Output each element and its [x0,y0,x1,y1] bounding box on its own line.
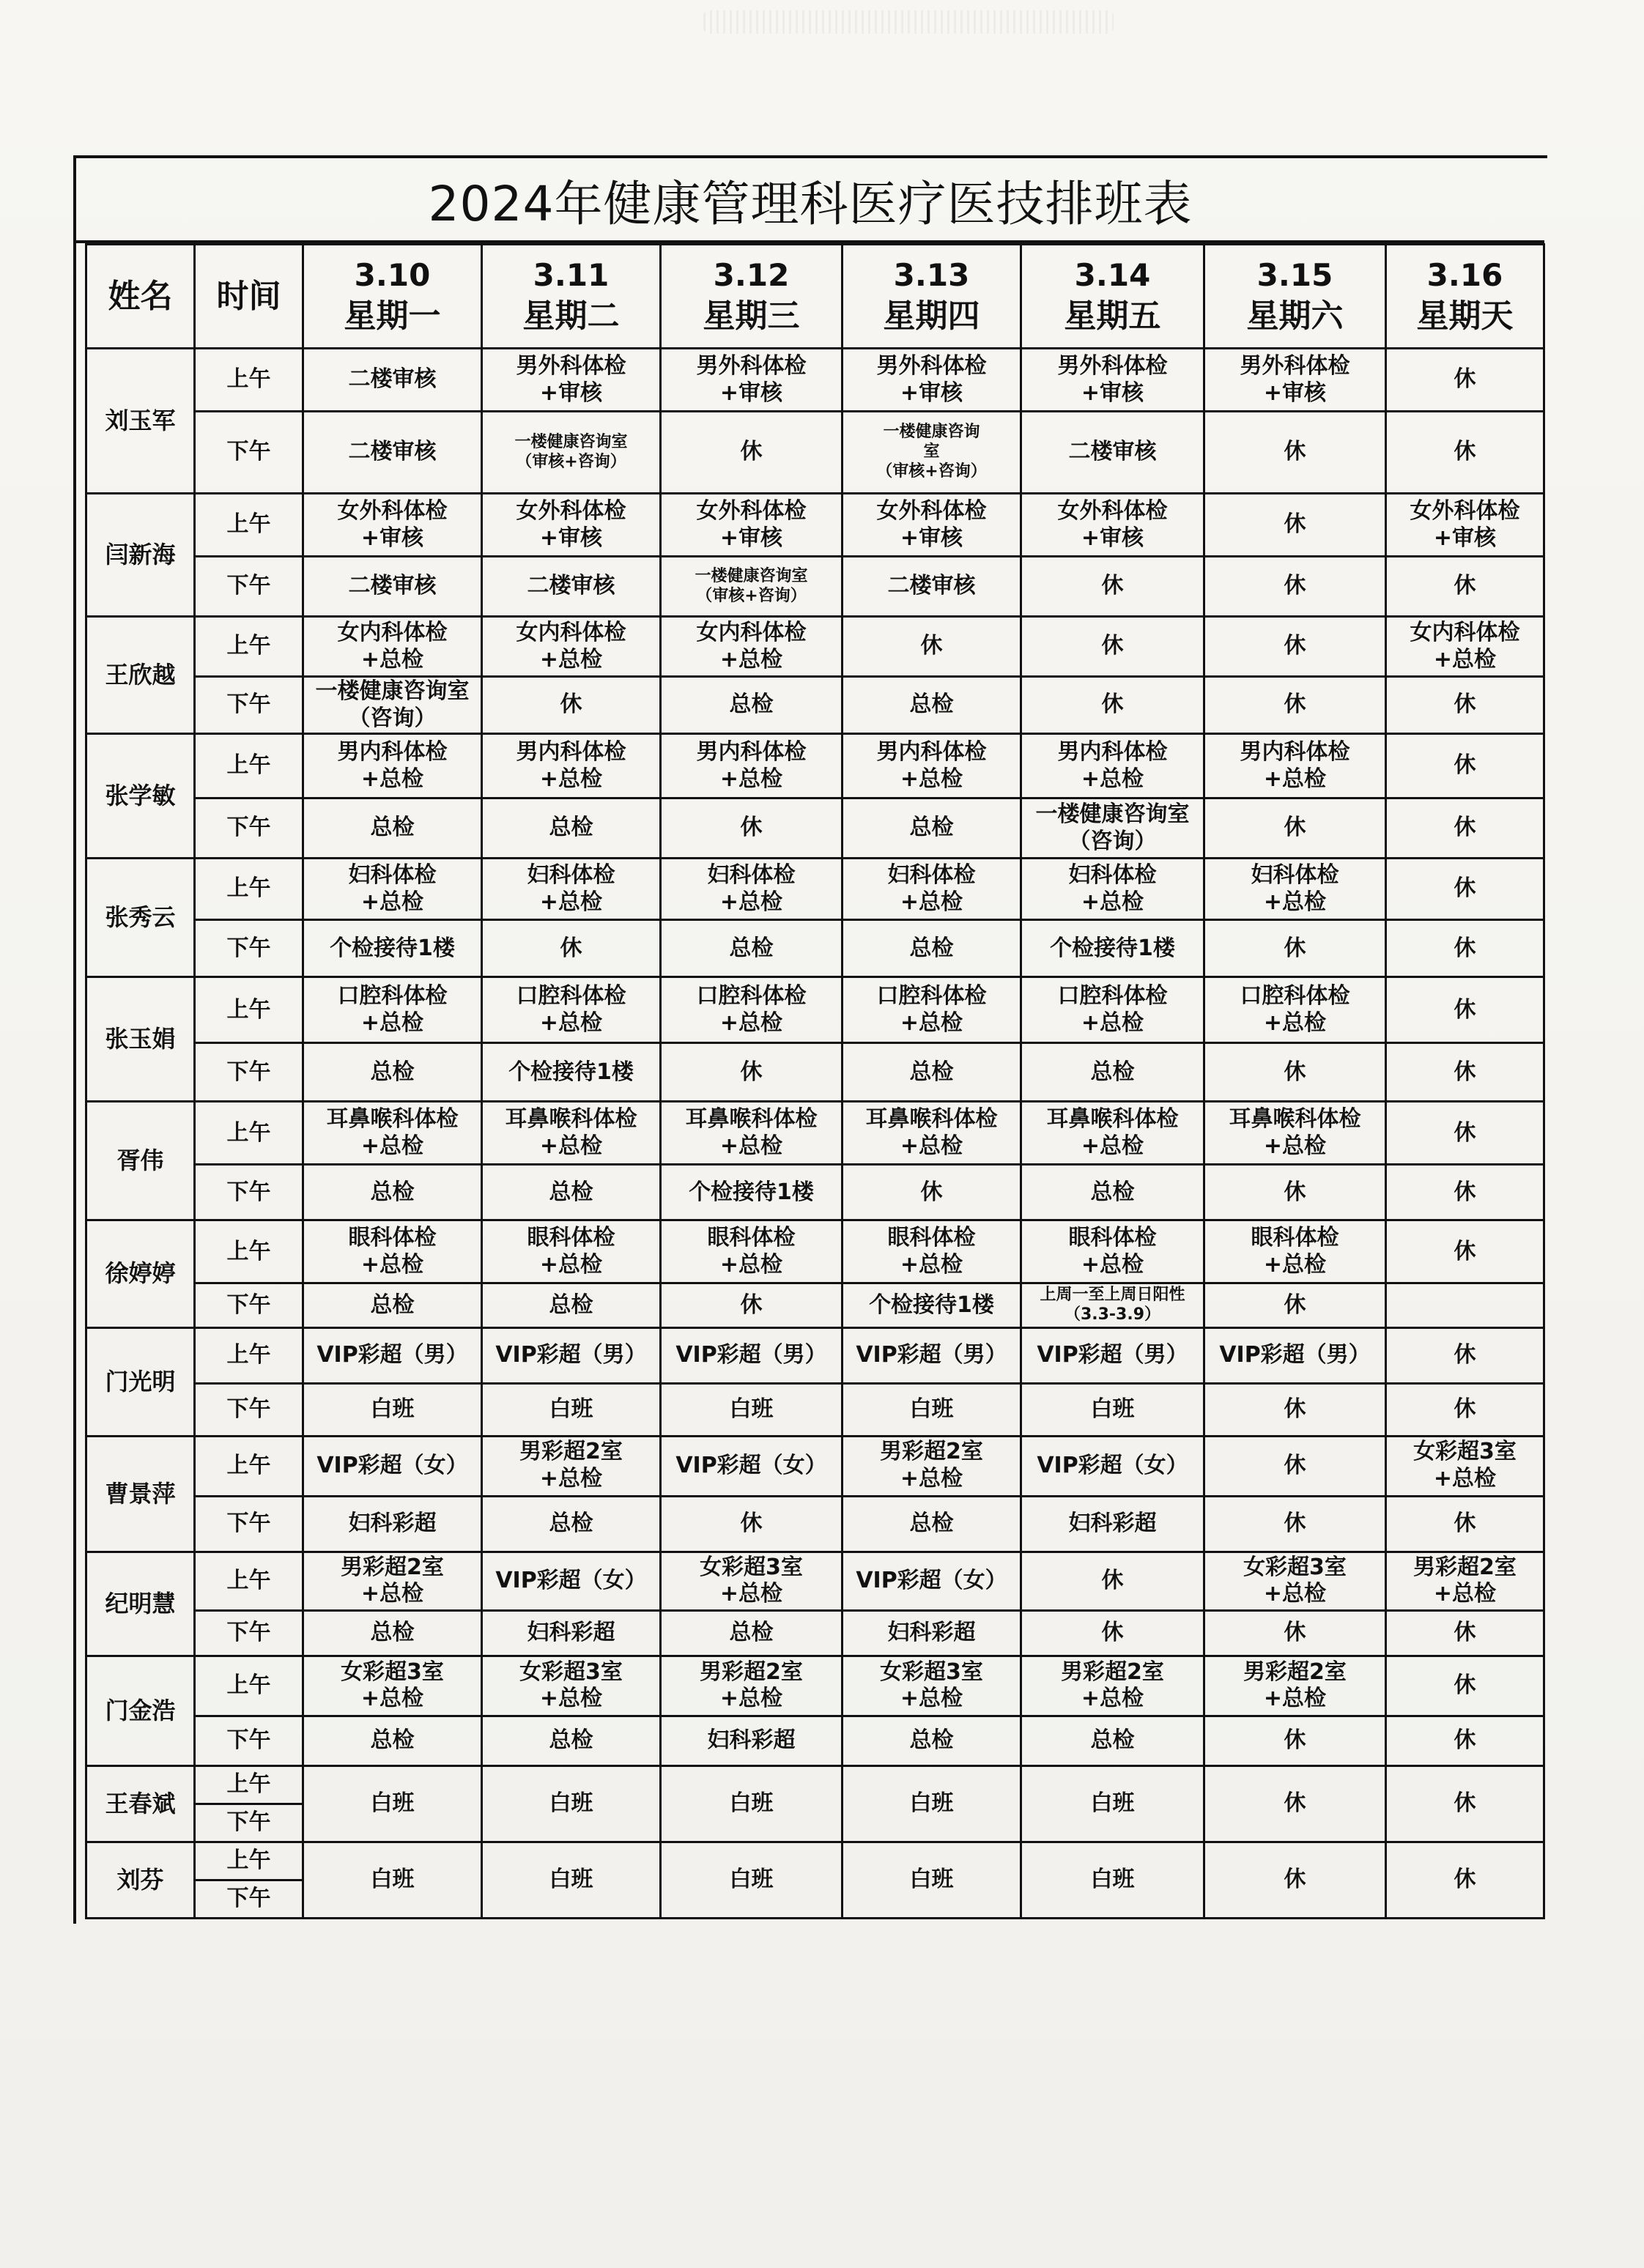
shift-cell-am: 眼科体检 +总检 [1204,1220,1386,1283]
shift-cell-am: 女外科体检 +审核 [843,494,1021,557]
period-pm: 下午 [195,1383,303,1436]
shift-cell: 休 [1386,1842,1544,1918]
shift-cell-am: 妇科体检 +总检 [303,859,482,920]
staff-name: 胥伟 [86,1102,195,1220]
header-row [86,245,1544,349]
shift-cell-pm: 总检 [303,1283,482,1327]
shift-cell-am: 男内科体检 +总检 [843,734,1021,798]
shift-cell-am: 男内科体检 +总检 [482,734,661,798]
shift-cell-pm: 总检 [661,920,843,977]
shift-cell-pm: 休 [661,1496,843,1552]
table-row [86,677,1544,734]
shift-cell-am: 男外科体检 +审核 [482,349,661,412]
period-am: 上午 [195,349,303,412]
shift-cell-am: VIP彩超（女） [661,1436,843,1496]
shift-cell-pm: 总检 [303,1043,482,1102]
shift-cell-pm: 妇科彩超 [843,1610,1021,1656]
shift-cell-pm: 休 [1204,798,1386,859]
header-day: 3.11 星期二 [482,245,661,349]
shift-cell-am: 男彩超2室 +总检 [1386,1552,1544,1610]
period-am: 上午 [195,1436,303,1496]
period-am: 上午 [195,734,303,798]
shift-cell-pm: 总检 [661,1610,843,1656]
shift-cell-am: 休 [1021,617,1204,677]
shift-cell-am: 男内科体检 +总检 [303,734,482,798]
shift-cell-pm: 休 [1204,1165,1386,1220]
shift-cell-pm: 总检 [482,1496,661,1552]
period-pm: 下午 [195,677,303,734]
header-day: 3.15 星期六 [1204,245,1386,349]
shift-cell: 白班 [482,1765,661,1842]
staff-name: 王春斌 [86,1765,195,1842]
table-row [86,349,1544,412]
page-title: 2024年健康管理科医疗医技排班表 [76,158,1544,243]
staff-name: 闫新海 [86,494,195,617]
shift-cell-pm: 总检 [1021,1165,1204,1220]
header-day: 3.12 星期三 [661,245,843,349]
table-row [86,1383,1544,1436]
staff-name: 王欣越 [86,617,195,734]
shift-cell-am: 男彩超2室 +总检 [1204,1656,1386,1716]
period-pm: 下午 [195,798,303,859]
header-day: 3.14 星期五 [1021,245,1204,349]
period-am: 上午 [195,1842,303,1880]
shift-cell-pm: 二楼审核 [843,557,1021,617]
schedule-table [85,243,1545,1919]
shift-cell-am: 男内科体检 +总检 [1021,734,1204,798]
shift-cell-pm: 总检 [482,1165,661,1220]
shift-cell: 白班 [661,1765,843,1842]
shift-cell-am: 口腔科体检 +总检 [1204,977,1386,1043]
shift-cell-pm: 一楼健康咨询室 （咨询） [303,677,482,734]
shift-cell: 白班 [1021,1842,1204,1918]
table-row [86,920,1544,977]
staff-name: 门光明 [86,1327,195,1436]
shift-cell-am: 男内科体检 +总检 [661,734,843,798]
shift-cell-pm: 休 [1021,1610,1204,1656]
shift-cell-am: 眼科体检 +总检 [843,1220,1021,1283]
shift-cell-am: 女外科体检 +审核 [1386,494,1544,557]
shift-cell-am: 女内科体检 +总检 [303,617,482,677]
shift-cell-pm [1386,1283,1544,1327]
table-row [86,1165,1544,1220]
shift-cell-pm: 休 [1386,1496,1544,1552]
shift-cell: 休 [1386,1765,1544,1842]
shift-cell-pm: 休 [482,920,661,977]
schedule-body [86,349,1544,1919]
shift-cell-am: 女外科体检 +审核 [661,494,843,557]
shift-cell-am: VIP彩超（女） [1021,1436,1204,1496]
shift-cell: 白班 [303,1765,482,1842]
table-row [86,494,1544,557]
shift-cell-pm: 休 [1204,677,1386,734]
shift-cell-am: 休 [1386,1656,1544,1716]
shift-cell-pm: 总检 [1021,1716,1204,1765]
period-am: 上午 [195,1102,303,1165]
staff-name: 张学敏 [86,734,195,859]
period-am: 上午 [195,494,303,557]
staff-name: 徐婷婷 [86,1220,195,1327]
table-row [86,1610,1544,1656]
shift-cell-pm: 总检 [843,1716,1021,1765]
shift-cell-pm: 一楼健康咨询室 （审核+咨询） [482,412,661,494]
shift-cell-pm: 休 [1386,1043,1544,1102]
shift-cell-pm: 二楼审核 [482,557,661,617]
shift-cell-pm: 个检接待1楼 [661,1165,843,1220]
period-pm: 下午 [195,920,303,977]
staff-name: 刘芬 [86,1842,195,1918]
staff-name: 纪明慧 [86,1552,195,1656]
period-pm: 下午 [195,557,303,617]
shift-cell-pm: 休 [661,412,843,494]
shift-cell-pm: 总检 [303,1610,482,1656]
shift-cell-am: VIP彩超（男） [303,1327,482,1383]
shift-cell-pm: 休 [1204,557,1386,617]
table-row [86,1552,1544,1610]
shift-cell-pm: 白班 [1021,1383,1204,1436]
shift-cell-pm: 休 [1204,1383,1386,1436]
shift-cell-am: 耳鼻喉科体检 +总检 [1021,1102,1204,1165]
period-am: 上午 [195,1765,303,1804]
shift-cell-am: 口腔科体检 +总检 [1021,977,1204,1043]
shift-cell-am: 女彩超3室 +总检 [1386,1436,1544,1496]
shift-cell-am: VIP彩超（男） [482,1327,661,1383]
shift-cell-am: 女彩超3室 +总检 [843,1656,1021,1716]
shift-cell-am: 休 [1204,494,1386,557]
shift-cell-pm: 总检 [482,1283,661,1327]
period-am: 上午 [195,1327,303,1383]
shift-cell-pm: 休 [1386,677,1544,734]
period-pm: 下午 [195,1283,303,1327]
shift-cell-pm: 总检 [303,1165,482,1220]
shift-cell-pm: 休 [1386,1716,1544,1765]
shift-cell-pm: 休 [1204,1610,1386,1656]
period-am: 上午 [195,859,303,920]
shift-cell-am: 男彩超2室 +总检 [303,1552,482,1610]
shift-cell-pm: 妇科彩超 [482,1610,661,1656]
header-name: 姓名 [86,245,195,349]
shift-cell-am: 女彩超3室 +总检 [1204,1552,1386,1610]
shift-cell-am: 妇科体检 +总检 [1021,859,1204,920]
shift-cell-am: 女内科体检 +总检 [1386,617,1544,677]
shift-cell-pm: 妇科彩超 [661,1716,843,1765]
shift-cell-pm: 休 [1386,412,1544,494]
shift-cell-am: 眼科体检 +总检 [482,1220,661,1283]
shift-cell-am: 休 [1386,859,1544,920]
shift-cell-pm: 休 [1204,1283,1386,1327]
shift-cell-pm: 休 [1204,412,1386,494]
table-row [86,1656,1544,1716]
shift-cell-pm: 休 [482,677,661,734]
shift-cell-am: 耳鼻喉科体检 +总检 [1204,1102,1386,1165]
period-pm: 下午 [195,1496,303,1552]
shift-cell-pm: 总检 [482,1716,661,1765]
shift-cell-pm: 白班 [661,1383,843,1436]
shift-cell-pm: 休 [1021,557,1204,617]
shift-cell: 白班 [303,1842,482,1918]
shift-cell-am: 男外科体检 +审核 [1021,349,1204,412]
shift-cell-pm: 休 [1386,920,1544,977]
shift-cell-pm: 妇科彩超 [303,1496,482,1552]
shift-cell-am: 女彩超3室 +总检 [303,1656,482,1716]
shift-cell: 休 [1204,1842,1386,1918]
shift-cell-am: VIP彩超（女） [303,1436,482,1496]
period-am: 上午 [195,977,303,1043]
shift-cell-am: 休 [843,617,1021,677]
table-row [86,1102,1544,1165]
header-day: 3.13 星期四 [843,245,1021,349]
shift-cell-am: 休 [1386,1327,1544,1383]
shift-cell-am: 休 [1386,349,1544,412]
shift-cell: 白班 [843,1842,1021,1918]
shift-cell-pm: 个检接待1楼 [482,1043,661,1102]
shift-cell-am: 妇科体检 +总检 [843,859,1021,920]
shift-cell-pm: 休 [1386,798,1544,859]
staff-name: 曹景萍 [86,1436,195,1552]
shift-cell-pm: 二楼审核 [303,412,482,494]
shift-cell-am: 耳鼻喉科体检 +总检 [303,1102,482,1165]
shift-cell-am: 口腔科体检 +总检 [482,977,661,1043]
shift-cell-pm: 白班 [843,1383,1021,1436]
shift-cell-am: 女外科体检 +审核 [482,494,661,557]
shift-cell-pm: 总检 [303,798,482,859]
shift-cell-am: 休 [1204,617,1386,677]
shift-cell-am: 女彩超3室 +总检 [482,1656,661,1716]
shift-cell-am: 眼科体检 +总检 [303,1220,482,1283]
table-row [86,1327,1544,1383]
table-row [86,1842,1544,1880]
period-am: 上午 [195,1220,303,1283]
shift-cell-am: 男彩超2室 +总检 [482,1436,661,1496]
shift-cell-pm: 总检 [1021,1043,1204,1102]
staff-name: 刘玉军 [86,349,195,494]
shift-cell-pm: 白班 [482,1383,661,1436]
shift-cell: 白班 [661,1842,843,1918]
period-am: 上午 [195,1552,303,1610]
table-row [86,1716,1544,1765]
shift-cell-am: 男彩超2室 +总检 [843,1436,1021,1496]
shift-cell-am: 男内科体检 +总检 [1204,734,1386,798]
shift-cell-pm: 总检 [303,1716,482,1765]
shift-cell: 休 [1204,1765,1386,1842]
shift-cell-am: 女外科体检 +审核 [1021,494,1204,557]
shift-cell-am: 二楼审核 [303,349,482,412]
table-row [86,617,1544,677]
shift-cell-pm: 总检 [843,1043,1021,1102]
shift-cell-pm: 休 [1386,1610,1544,1656]
period-pm: 下午 [195,1043,303,1102]
table-row [86,412,1544,494]
period-am: 上午 [195,1656,303,1716]
header-day: 3.10 星期一 [303,245,482,349]
shift-cell-pm: 总检 [843,920,1021,977]
shift-cell-am: 口腔科体检 +总检 [843,977,1021,1043]
shift-cell-am: VIP彩超（男） [1021,1327,1204,1383]
shift-cell-am: 休 [1386,1220,1544,1283]
shift-cell-am: 女外科体检 +审核 [303,494,482,557]
shift-cell-pm: 妇科彩超 [1021,1496,1204,1552]
shift-cell-am: VIP彩超（女） [843,1552,1021,1610]
shift-cell-am: VIP彩超（男） [1204,1327,1386,1383]
shift-cell-pm: 休 [843,1165,1021,1220]
shift-cell-am: 妇科体检 +总检 [1204,859,1386,920]
period-pm: 下午 [195,1610,303,1656]
shift-cell-am: 耳鼻喉科体检 +总检 [661,1102,843,1165]
shift-cell-pm: 总检 [843,1496,1021,1552]
shift-cell-pm: 一楼健康咨询室 （审核+咨询） [661,557,843,617]
shift-cell-am: 女内科体检 +总检 [661,617,843,677]
shift-cell-am: 口腔科体检 +总检 [661,977,843,1043]
period-pm: 下午 [195,1165,303,1220]
shift-cell-am: VIP彩超（女） [482,1552,661,1610]
shift-cell: 白班 [482,1842,661,1918]
shift-cell-am: 休 [1386,734,1544,798]
shift-cell-am: 妇科体检 +总检 [482,859,661,920]
period-am: 上午 [195,617,303,677]
shift-cell-pm: 休 [1204,1043,1386,1102]
shift-cell-pm: 休 [1386,557,1544,617]
shift-cell-am: 女内科体检 +总检 [482,617,661,677]
shift-cell-pm: 休 [661,1043,843,1102]
header-day: 3.16 星期天 [1386,245,1544,349]
shift-cell-am: 耳鼻喉科体检 +总检 [843,1102,1021,1165]
shift-cell-pm: 休 [1386,1383,1544,1436]
table-row [86,1765,1544,1804]
table-row [86,734,1544,798]
shift-cell-am: 休 [1204,1436,1386,1496]
period-pm: 下午 [195,1880,303,1918]
shift-cell-pm: 休 [1204,920,1386,977]
shift-cell-pm: 休 [661,1283,843,1327]
shift-cell-pm: 个检接待1楼 [843,1283,1021,1327]
table-row [86,1436,1544,1496]
shift-cell-pm: 白班 [303,1383,482,1436]
shift-cell-am: 口腔科体检 +总检 [303,977,482,1043]
shift-cell-am: VIP彩超（男） [661,1327,843,1383]
shift-cell: 白班 [843,1765,1021,1842]
shift-cell-pm: 休 [1386,1165,1544,1220]
shift-cell-pm: 总检 [843,677,1021,734]
scan-artifact [703,10,1114,34]
table-row [86,1220,1544,1283]
shift-cell-pm: 总检 [661,677,843,734]
shift-cell-am: 男彩超2室 +总检 [661,1656,843,1716]
shift-cell-am: 男彩超2室 +总检 [1021,1656,1204,1716]
shift-cell-pm: 一楼健康咨询室 （咨询） [1021,798,1204,859]
shift-cell-pm: 休 [661,798,843,859]
table-row [86,859,1544,920]
shift-cell-pm: 一楼健康咨询 室 （审核+咨询） [843,412,1021,494]
shift-cell-pm: 二楼审核 [303,557,482,617]
period-pm: 下午 [195,1804,303,1842]
shift-cell-am: 眼科体检 +总检 [1021,1220,1204,1283]
shift-cell-am: 休 [1386,1102,1544,1165]
shift-cell-pm: 休 [1204,1716,1386,1765]
shift-cell-am: 休 [1386,977,1544,1043]
shift-cell-am: 女彩超3室 +总检 [661,1552,843,1610]
shift-cell-pm: 个检接待1楼 [1021,920,1204,977]
table-row [86,977,1544,1043]
shift-cell-am: 耳鼻喉科体检 +总检 [482,1102,661,1165]
shift-cell-am: 眼科体检 +总检 [661,1220,843,1283]
staff-name: 张玉娟 [86,977,195,1102]
shift-cell-am: 男外科体检 +审核 [1204,349,1386,412]
staff-name: 门金浩 [86,1656,195,1765]
table-row [86,557,1544,617]
shift-cell-am: VIP彩超（男） [843,1327,1021,1383]
shift-cell-pm: 个检接待1楼 [303,920,482,977]
staff-name: 张秀云 [86,859,195,977]
table-row [86,798,1544,859]
table-row [86,1283,1544,1327]
shift-cell-pm: 休 [1204,1496,1386,1552]
header-time: 时间 [195,245,303,349]
shift-cell: 白班 [1021,1765,1204,1842]
shift-cell-am: 妇科体检 +总检 [661,859,843,920]
shift-cell-pm: 总检 [843,798,1021,859]
period-pm: 下午 [195,412,303,494]
table-row [86,1043,1544,1102]
shift-cell-am: 休 [1021,1552,1204,1610]
shift-cell-pm: 上周一至上周日阳性 （3.3-3.9） [1021,1283,1204,1327]
period-pm: 下午 [195,1716,303,1765]
shift-cell-am: 男外科体检 +审核 [661,349,843,412]
shift-cell-pm: 总检 [482,798,661,859]
shift-cell-pm: 二楼审核 [1021,412,1204,494]
shift-cell-pm: 休 [1021,677,1204,734]
shift-cell-am: 男外科体检 +审核 [843,349,1021,412]
table-row [86,1496,1544,1552]
